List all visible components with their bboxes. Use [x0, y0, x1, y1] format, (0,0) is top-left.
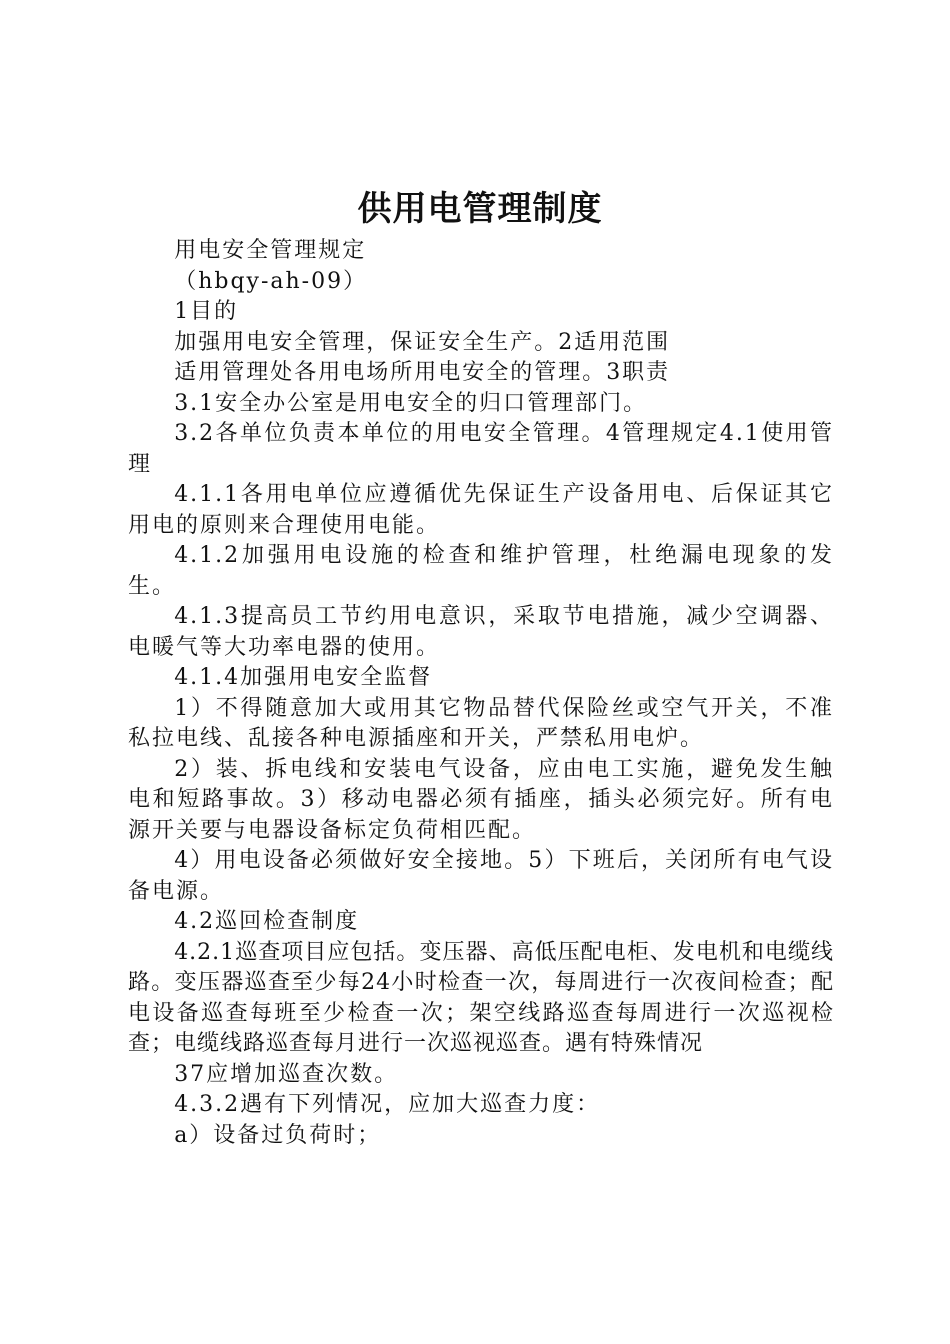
- document-title: 供用电管理制度: [357, 189, 603, 229]
- document-body: [128, 236, 834, 1151]
- paragraph-code: （hbqy-ah-09）: [174, 268, 368, 294]
- paragraph-section-1: 1目的: [174, 299, 239, 324]
- paragraph: 4.1.1各用电单位应遵循优先保证生产设备用电、后保证其它用电的原则来合理使用电能。: [128, 482, 834, 538]
- paragraph: 37应增加巡查次数。: [174, 1061, 399, 1087]
- paragraph: 2）装、拆电线和安装电气设备，应由电工实施，避免发生触电和短路事故。3）移动电器必须有插座，插头必须完好。所有电源开关要与电器设备标定负荷相匹配。: [128, 756, 834, 843]
- paragraph: 4.2巡回检查制度: [174, 909, 360, 934]
- paragraph: 4）用电设备必须做好安全接地。5）下班后，关闭所有电气设备电源。: [128, 848, 834, 904]
- paragraph: 适用管理处各用电场所用电安全的管理。3职责: [174, 360, 671, 385]
- paragraph: 4.2.1巡查项目应包括。变压器、高低压配电柜、发电机和电缆线路。变压器巡查至少每24小时检查一次，每周进行一次夜间检查；配电设备巡查每班至少检查一次；架空线路巡查每周进行一次巡视检查；电缆线路巡查每月进行一次巡视巡查。遇有特殊情况: [128, 939, 834, 1056]
- paragraph: 1）不得随意加大或用其它物品替代保险丝或空气开关，不准私拉电线、乱接各种电源插座和开关，严禁私用电炉。: [128, 695, 834, 751]
- paragraph: 4.1.4加强用电安全监督: [174, 665, 433, 690]
- paragraph: 3.1安全办公室是用电安全的归口管理部门。: [174, 390, 648, 416]
- paragraph: 加强用电安全管理，保证安全生产。2适用范围: [174, 329, 671, 355]
- paragraph: a）设备过负荷时；: [174, 1122, 382, 1148]
- paragraph: 4.1.2加强用电设施的检查和维护管理，杜绝漏电现象的发生。: [128, 543, 834, 599]
- paragraph: 3.2各单位负责本单位的用电安全管理。4管理规定4.1使用管理: [128, 421, 834, 477]
- paragraph-subtitle: 用电安全管理规定: [174, 238, 367, 263]
- paragraph: 4.1.3提高员工节约用电意识，采取节电措施，减少空调器、电暖气等大功率电器的使用。: [128, 604, 834, 660]
- paragraph: 4.3.2遇有下列情况，应加大巡查力度：: [174, 1092, 601, 1117]
